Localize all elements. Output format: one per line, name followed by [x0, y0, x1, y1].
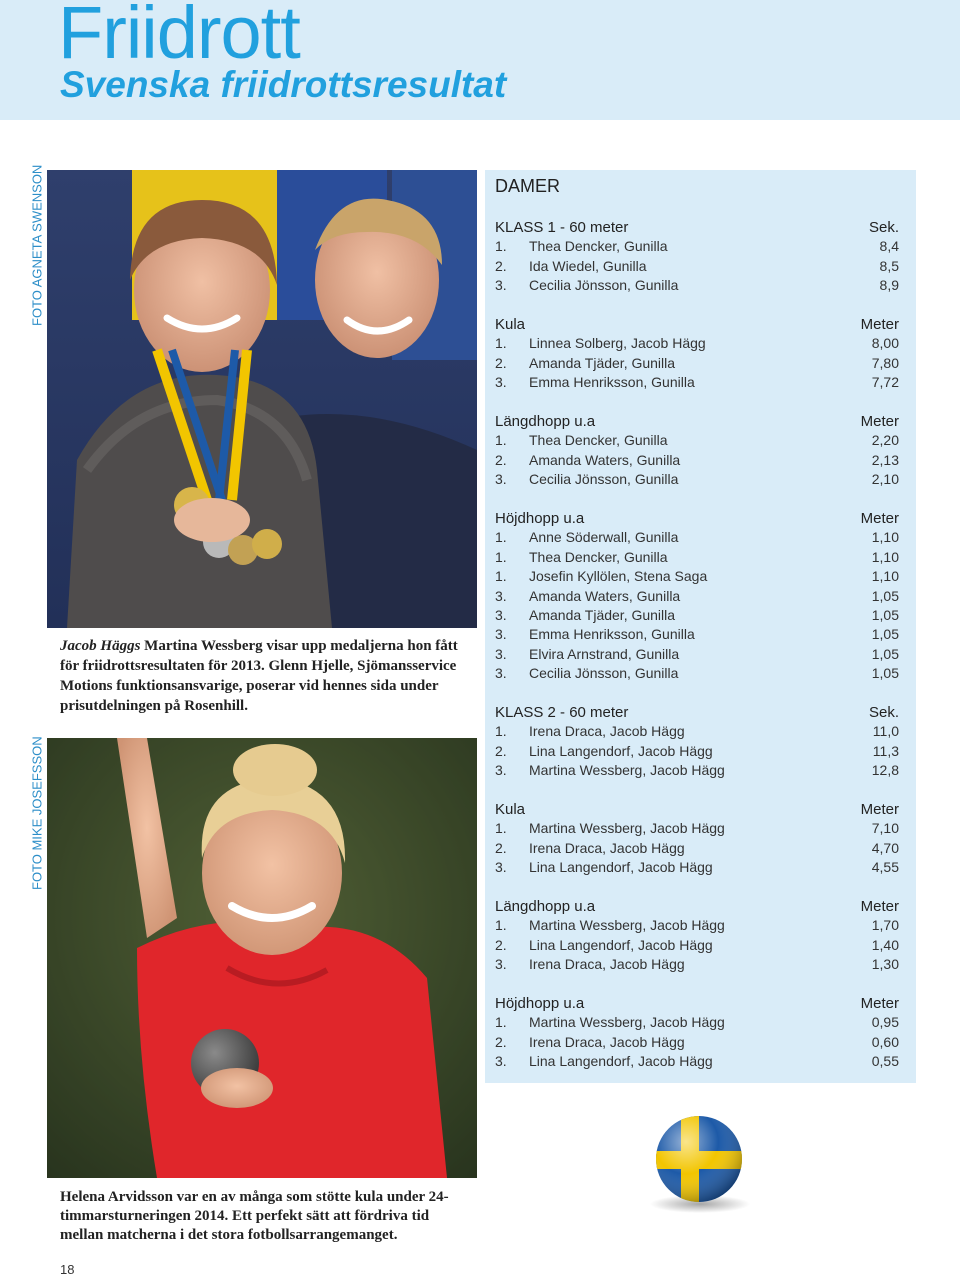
result-row [495, 237, 899, 256]
result-entry [495, 664, 678, 683]
athlete-name: Martina Wessberg, Jacob Hägg [529, 762, 725, 779]
event-unit: Sek. [868, 704, 899, 721]
athlete-name: Cecilia Jönsson, Gunilla [529, 471, 679, 488]
event-header [495, 994, 899, 1013]
result-row [495, 431, 899, 450]
result-entry [495, 237, 668, 256]
event-header [495, 703, 899, 722]
athlete-name: Amanda Waters, Gunilla [529, 587, 681, 604]
athlete-name: Martina Wessberg, Jacob Hägg [529, 917, 725, 934]
result-value: 1,05 [871, 587, 899, 604]
result-rank: 1. [495, 529, 507, 546]
result-rank: 3. [495, 606, 507, 623]
result-value: 11,0 [872, 723, 899, 740]
result-value: 1,10 [871, 568, 899, 585]
result-rank: 1. [495, 432, 507, 449]
result-row [495, 645, 899, 664]
result-value: 1,05 [871, 606, 899, 623]
result-value: 1,40 [871, 936, 899, 953]
result-row [495, 916, 899, 935]
results-section [495, 800, 899, 878]
result-value: 11,3 [872, 742, 899, 759]
result-entry [495, 1033, 685, 1052]
event-name: Höjdhopp u.a [495, 995, 585, 1012]
event-header [495, 897, 899, 916]
result-row [495, 936, 899, 955]
athlete-name: Anne Söderwall, Gunilla [529, 529, 679, 546]
result-rank: 3. [495, 277, 507, 294]
result-entry [495, 373, 695, 392]
athlete-name: Irena Draca, Jacob Hägg [529, 956, 685, 973]
result-entry [495, 431, 668, 450]
results-panel [485, 170, 916, 1083]
athlete-name: Elvira Arnstrand, Gunilla [529, 645, 680, 662]
athlete-name: Lina Langendorf, Jacob Hägg [529, 859, 713, 876]
shotput-photo-illustration [47, 738, 477, 1178]
result-entry [495, 334, 706, 353]
result-value: 1,05 [871, 645, 899, 662]
result-value: 8,00 [871, 335, 899, 352]
result-value: 8,9 [879, 277, 899, 294]
result-entry [495, 936, 713, 955]
result-rank: 3. [495, 587, 507, 604]
event-unit: Meter [860, 995, 899, 1012]
result-rank: 1. [495, 238, 507, 255]
shotput-photo [47, 738, 477, 1178]
result-entry [495, 276, 678, 295]
result-row [495, 625, 899, 644]
result-row [495, 528, 899, 547]
result-row [495, 722, 899, 741]
result-row [495, 354, 899, 373]
result-row [495, 567, 899, 586]
result-rank: 2. [495, 1033, 507, 1050]
event-unit: Meter [860, 413, 899, 430]
result-value: 1,05 [871, 626, 899, 643]
results-section [495, 994, 899, 1072]
result-value: 4,70 [871, 839, 899, 856]
result-entry [495, 548, 668, 567]
athlete-name: Amanda Waters, Gunilla [529, 451, 681, 468]
result-entry [495, 528, 678, 547]
event-unit: Meter [860, 316, 899, 333]
results-section [495, 897, 899, 975]
result-value: 8,5 [879, 257, 899, 274]
caption-1-lead: Jacob Häggs [60, 638, 141, 654]
result-row [495, 451, 899, 470]
athlete-name: Thea Dencker, Gunilla [529, 432, 668, 449]
event-header [495, 509, 899, 528]
result-row [495, 858, 899, 877]
event-unit: Sek. [868, 219, 899, 236]
result-rank: 3. [495, 956, 507, 973]
athlete-name: Ida Wiedel, Gunilla [529, 257, 647, 274]
result-value: 1,70 [871, 917, 899, 934]
event-name: Längdhopp u.a [495, 898, 596, 915]
result-entry [495, 354, 675, 373]
result-rank: 2. [495, 354, 507, 371]
result-value: 2,10 [871, 471, 899, 488]
result-value: 1,10 [871, 548, 899, 565]
result-row [495, 334, 899, 353]
photo-caption-1 [60, 636, 470, 716]
event-name: Kula [495, 801, 526, 818]
result-row [495, 664, 899, 683]
event-header [495, 412, 899, 431]
result-rank: 1. [495, 820, 507, 837]
event-header [495, 315, 899, 334]
result-rank: 2. [495, 451, 507, 468]
results-section [495, 412, 899, 490]
result-entry [495, 587, 680, 606]
result-row [495, 548, 899, 567]
athlete-name: Irena Draca, Jacob Hägg [529, 723, 685, 740]
result-entry [495, 916, 725, 935]
results-section [495, 509, 899, 684]
athlete-name: Josefin Kyllölen, Stena Saga [529, 568, 708, 585]
event-name: KLASS 2 - 60 meter [495, 704, 629, 721]
result-entry [495, 858, 713, 877]
result-rank: 2. [495, 936, 507, 953]
result-row [495, 1033, 899, 1052]
result-entry [495, 955, 685, 974]
result-rank: 3. [495, 665, 507, 682]
result-rank: 1. [495, 917, 507, 934]
result-value: 2,20 [871, 432, 899, 449]
result-row [495, 1052, 899, 1071]
result-rank: 2. [495, 742, 507, 759]
photo-credit-2: FOTO MIKE JOSEFSSON [29, 736, 45, 890]
result-value: 2,13 [871, 451, 899, 468]
athlete-name: Thea Dencker, Gunilla [529, 548, 668, 565]
athlete-name: Irena Draca, Jacob Hägg [529, 1033, 685, 1050]
result-value: 1,30 [871, 956, 899, 973]
athlete-name: Emma Henriksson, Gunilla [529, 626, 695, 643]
result-rank: 2. [495, 839, 507, 856]
page-title: Friidrott [58, 0, 300, 74]
result-entry [495, 645, 679, 664]
result-row [495, 470, 899, 489]
event-header [495, 218, 899, 237]
result-rank: 3. [495, 1053, 507, 1070]
athlete-name: Cecilia Jönsson, Gunilla [529, 665, 679, 682]
athlete-name: Linnea Solberg, Jacob Hägg [529, 335, 706, 352]
result-row [495, 955, 899, 974]
result-row [495, 1013, 899, 1032]
event-name: KLASS 1 - 60 meter [495, 219, 629, 236]
event-unit: Meter [860, 898, 899, 915]
result-row [495, 373, 899, 392]
page-subtitle: Svenska friidrottsresultat [60, 64, 507, 105]
athlete-name: Irena Draca, Jacob Hägg [529, 839, 685, 856]
athlete-name: Martina Wessberg, Jacob Hägg [529, 1014, 725, 1031]
athlete-name: Amanda Tjäder, Gunilla [529, 606, 676, 623]
result-entry [495, 257, 647, 276]
results-section [495, 218, 899, 296]
event-unit: Meter [860, 801, 899, 818]
event-unit: Meter [860, 510, 899, 527]
result-rank: 1. [495, 548, 507, 565]
result-entry [495, 451, 680, 470]
event-header [495, 800, 899, 819]
athlete-name: Amanda Tjäder, Gunilla [529, 354, 676, 371]
medal-photo [47, 170, 477, 628]
result-value: 7,72 [871, 374, 899, 391]
medal-photo-illustration [47, 170, 477, 628]
athlete-name: Cecilia Jönsson, Gunilla [529, 277, 679, 294]
result-entry [495, 470, 678, 489]
result-row [495, 839, 899, 858]
result-entry [495, 761, 725, 780]
result-rank: 1. [495, 1014, 507, 1031]
page-number: 18 [60, 1262, 75, 1277]
result-row [495, 606, 899, 625]
results-title: DAMER [495, 176, 561, 196]
result-row [495, 742, 899, 761]
result-value: 8,4 [879, 238, 899, 255]
result-row [495, 257, 899, 276]
result-entry [495, 839, 685, 858]
result-value: 12,8 [871, 762, 899, 779]
caption-1-text: Martina Wessberg visar upp medaljerna hon fått för friidrottsresultaten för 2013. Glenn Hjelle, Sjömansservice Motions funktionsansvarige, poserar vid hennes sida under prisutdelningen på Rosenhill. [60, 638, 458, 714]
result-entry [495, 1052, 713, 1071]
athlete-name: Thea Dencker, Gunilla [529, 238, 668, 255]
result-row [495, 276, 899, 295]
athlete-name: Martina Wessberg, Jacob Hägg [529, 820, 725, 837]
result-value: 4,55 [871, 859, 899, 876]
result-value: 0,55 [871, 1053, 899, 1070]
result-rank: 3. [495, 645, 507, 662]
result-rank: 3. [495, 859, 507, 876]
result-rank: 1. [495, 568, 507, 585]
athlete-name: Lina Langendorf, Jacob Hägg [529, 936, 713, 953]
result-value: 0,60 [871, 1033, 899, 1050]
result-row [495, 587, 899, 606]
result-entry [495, 819, 725, 838]
results-section [495, 315, 899, 393]
result-value: 1,05 [871, 665, 899, 682]
result-rank: 1. [495, 335, 507, 352]
result-entry [495, 742, 713, 761]
result-row [495, 761, 899, 780]
athlete-name: Lina Langendorf, Jacob Hägg [529, 1053, 713, 1070]
athlete-name: Emma Henriksson, Gunilla [529, 374, 695, 391]
result-value: 7,10 [871, 820, 899, 837]
event-name: Kula [495, 316, 526, 333]
result-rank: 3. [495, 471, 507, 488]
result-value: 7,80 [871, 354, 899, 371]
result-entry [495, 606, 675, 625]
athlete-name: Lina Langendorf, Jacob Hägg [529, 742, 713, 759]
event-name: Höjdhopp u.a [495, 510, 585, 527]
result-entry [495, 1013, 725, 1032]
photo-caption-2: Helena Arvidsson var en av många som stötte kula under 24-timmarsturneringen 2014. Ett perfekt sätt att fördriva tid mellan matcherna i det stora fotbollsarrangemanget. [60, 1189, 449, 1243]
result-entry [495, 722, 685, 741]
result-rank: 2. [495, 257, 507, 274]
event-name: Längdhopp u.a [495, 413, 596, 430]
result-rank: 3. [495, 762, 507, 779]
result-value: 1,10 [871, 529, 899, 546]
result-rank: 3. [495, 626, 507, 643]
result-rank: 3. [495, 374, 507, 391]
photo-credit-1: FOTO AGNETA SWENSON [29, 164, 45, 326]
result-rank: 1. [495, 723, 507, 740]
result-entry [495, 567, 707, 586]
results-section [495, 703, 899, 781]
result-entry [495, 625, 695, 644]
result-row [495, 819, 899, 838]
result-value: 0,95 [871, 1014, 899, 1031]
swedish-flag-ball-icon [655, 1115, 743, 1203]
